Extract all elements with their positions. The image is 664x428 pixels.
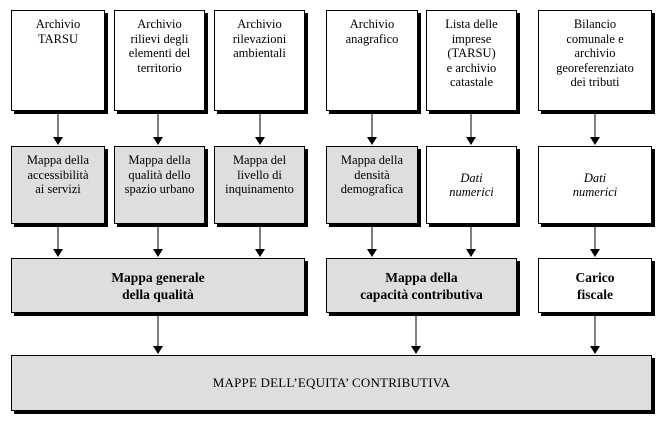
carico-fiscale: Carico fiscale (538, 258, 652, 313)
map-accessibilita: Mappa della accessibilità ai servizi (11, 146, 105, 224)
source-lista-imprese: Lista delle imprese (TARSU) e archivio catastale (426, 10, 517, 111)
source-archivio-rilievi: Archivio rilievi degli elementi del territorio (114, 10, 205, 111)
dati-numerici-imprese: Dati numerici (426, 146, 517, 224)
source-bilancio-comunale: Bilancio comunale e archivio georeferenziato dei tributi (538, 10, 652, 111)
source-archivio-anagrafico: Archivio anagrafico (326, 10, 418, 111)
map-inquinamento: Mappa del livello di inquinamento (214, 146, 305, 224)
source-archivio-tarsu: Archivio TARSU (11, 10, 105, 111)
map-densita: Mappa della densità demografica (326, 146, 418, 224)
dati-numerici-bilancio: Dati numerici (538, 146, 652, 224)
map-qualita-spazio: Mappa della qualità dello spazio urbano (114, 146, 205, 224)
source-archivio-ambientali: Archivio rilevazioni ambientali (214, 10, 305, 111)
mappe-equita-contributiva: MAPPE DELL’EQUITA’ CONTRIBUTIVA (11, 355, 652, 411)
map-capacita-contributiva: Mappa della capacità contributiva (326, 258, 517, 313)
map-generale-qualita: Mappa generale della qualità (11, 258, 305, 313)
